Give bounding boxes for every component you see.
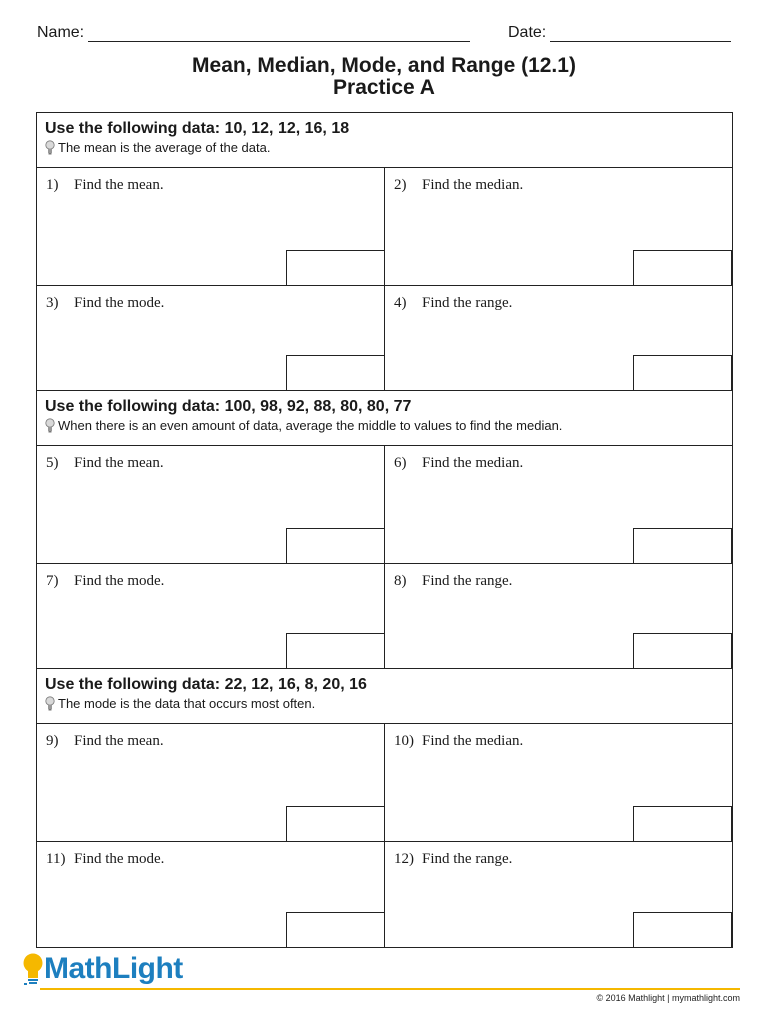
page-title: Mean, Median, Mode, and Range (12.1)	[192, 54, 576, 77]
tip-text: When there is an even amount of data, average the middle to values to find the median.	[58, 418, 563, 433]
question	[46, 733, 164, 750]
logo-text	[44, 952, 183, 986]
question-cell	[37, 564, 385, 668]
question-text: Find the range.	[422, 851, 513, 867]
question	[394, 733, 523, 750]
question-text: Find the mode.	[74, 295, 165, 311]
question-number: 9)	[46, 733, 59, 749]
worksheet-table	[36, 112, 733, 948]
question	[394, 177, 523, 194]
question-cell	[37, 168, 385, 285]
date-label: Date:	[508, 24, 547, 41]
question	[46, 573, 164, 590]
question-text: Find the median.	[422, 455, 524, 471]
question-cell	[385, 446, 732, 563]
question	[46, 851, 164, 868]
section-header	[37, 391, 732, 446]
question-number: 8)	[394, 573, 407, 589]
name-blank[interactable]	[88, 24, 470, 42]
question-row	[37, 842, 732, 947]
question-number: 10)	[394, 733, 414, 749]
lightbulb-icon	[22, 952, 44, 986]
question	[394, 295, 512, 312]
question-row	[37, 724, 732, 842]
page-subtitle: Practice A	[333, 76, 435, 99]
section-data: Use the following data: 100, 98, 92, 88, 80, 80, 77	[45, 398, 412, 415]
copyright: © 2016 Mathlight | mymathlight.com	[596, 993, 740, 1003]
question-number: 7)	[46, 573, 59, 589]
tip	[45, 695, 732, 712]
question	[394, 573, 512, 590]
question-cell	[37, 842, 385, 947]
question-number: 12)	[394, 851, 414, 867]
tip-text: The mean is the average of the data.	[58, 140, 271, 155]
answer-box[interactable]	[633, 633, 732, 669]
answer-box[interactable]	[286, 250, 385, 286]
question-text: Find the mode.	[74, 851, 165, 867]
answer-box[interactable]	[286, 806, 385, 842]
question-number: 1)	[46, 177, 59, 193]
name-field[interactable]	[37, 18, 470, 42]
lightbulb-icon	[45, 140, 55, 155]
logo-math: Math	[44, 952, 112, 985]
question-cell	[37, 286, 385, 390]
question-number: 6)	[394, 455, 407, 471]
question-text: Find the mean.	[74, 733, 164, 749]
date-blank[interactable]	[550, 24, 731, 42]
question-cell	[385, 564, 732, 668]
question-text: Find the mean.	[74, 177, 164, 193]
question-text: Find the range.	[422, 573, 513, 589]
question-cell	[37, 446, 385, 563]
question-number: 4)	[394, 295, 407, 311]
question-cell	[385, 724, 732, 841]
tip	[45, 417, 732, 434]
question-cell	[385, 842, 732, 947]
question-row	[37, 286, 732, 391]
section-header	[37, 669, 732, 724]
question	[46, 455, 164, 472]
question	[394, 851, 512, 868]
question-cell	[385, 286, 732, 390]
question	[46, 177, 164, 194]
question-number: 2)	[394, 177, 407, 193]
lightbulb-icon	[45, 696, 55, 711]
footer-divider	[40, 988, 740, 990]
section-data: Use the following data: 22, 12, 16, 8, 20, 16	[45, 676, 367, 693]
question	[394, 455, 523, 472]
tip-text: The mode is the data that occurs most often.	[58, 696, 316, 711]
question-number: 11)	[46, 851, 66, 867]
question-number: 3)	[46, 295, 59, 311]
answer-box[interactable]	[633, 806, 732, 842]
date-field[interactable]	[508, 18, 731, 42]
question-number: 5)	[46, 455, 59, 471]
mathlight-logo	[22, 952, 183, 986]
question-cell	[385, 168, 732, 285]
lightbulb-icon	[45, 418, 55, 433]
question-text: Find the mode.	[74, 573, 165, 589]
question-text: Find the mean.	[74, 455, 164, 471]
section-header	[37, 113, 732, 168]
question-text: Find the median.	[422, 177, 524, 193]
name-label: Name:	[37, 24, 85, 41]
answer-box[interactable]	[286, 633, 385, 669]
question-row	[37, 446, 732, 564]
question	[46, 295, 164, 312]
answer-box[interactable]	[633, 355, 732, 391]
answer-box[interactable]	[286, 912, 385, 948]
question-text: Find the median.	[422, 733, 524, 749]
answer-box[interactable]	[286, 355, 385, 391]
answer-box[interactable]	[286, 528, 385, 564]
answer-box[interactable]	[633, 528, 732, 564]
tip	[45, 139, 732, 156]
question-row	[37, 168, 732, 286]
question-text: Find the range.	[422, 295, 513, 311]
answer-box[interactable]	[633, 912, 732, 948]
logo-light: Light	[112, 952, 183, 985]
section-data: Use the following data: 10, 12, 12, 16, 18	[45, 120, 350, 137]
question-row	[37, 564, 732, 669]
question-cell	[37, 724, 385, 841]
answer-box[interactable]	[633, 250, 732, 286]
